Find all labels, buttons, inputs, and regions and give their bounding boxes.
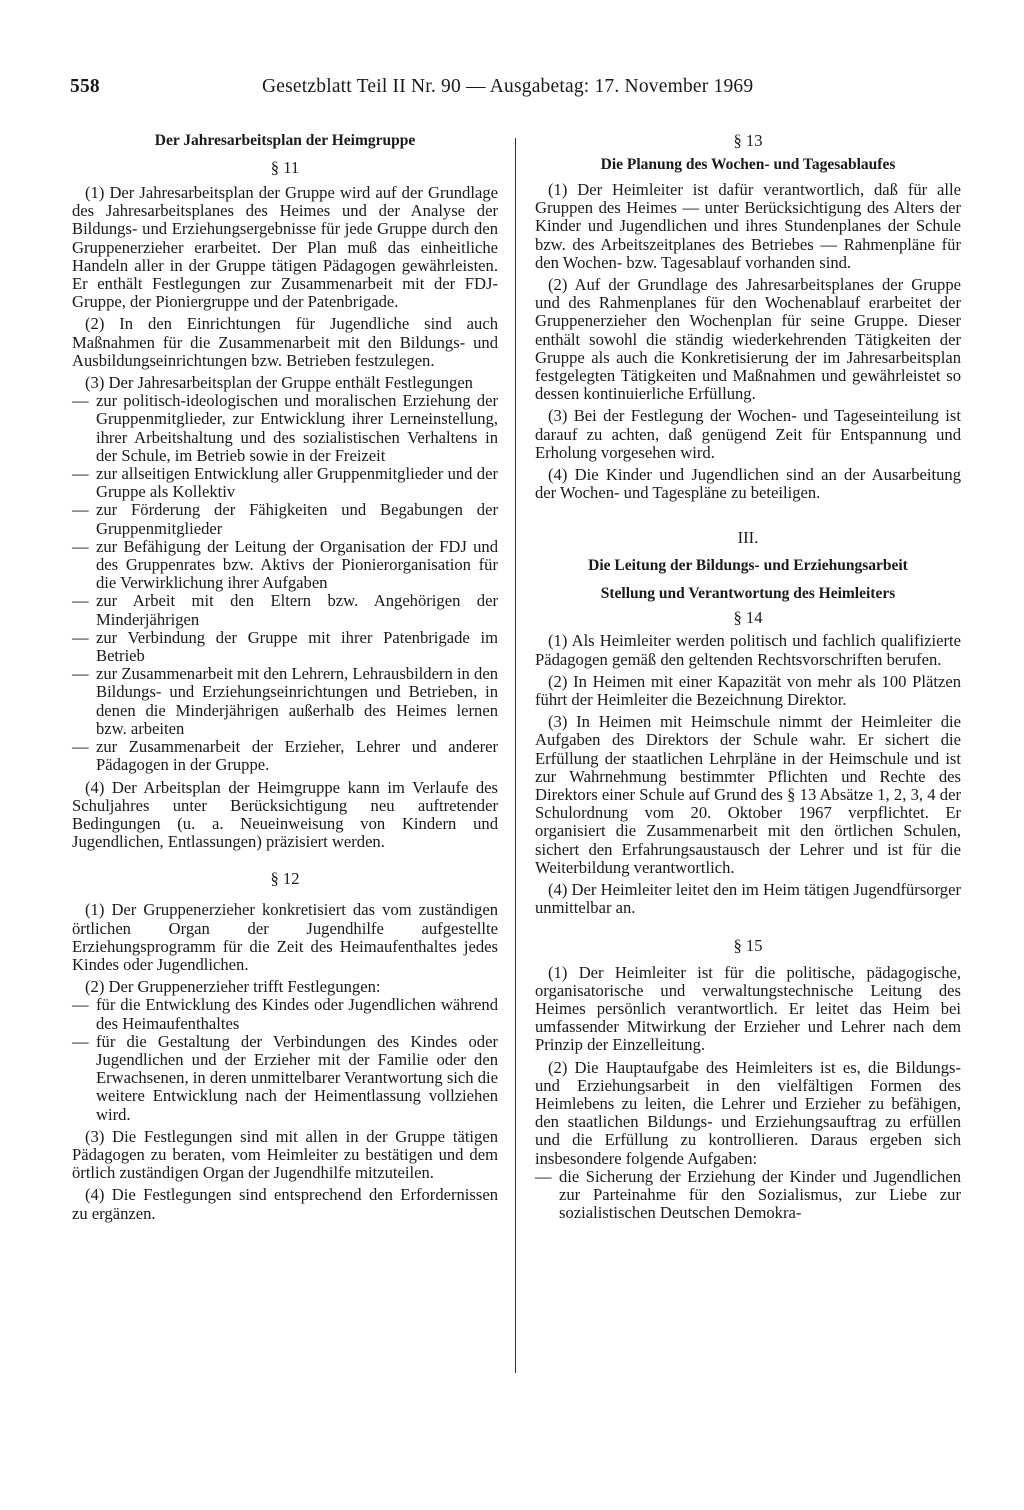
list-item: — zur allseitigen Entwicklung aller Gruppenmitglieder und der Gruppe als Kollektiv bbox=[72, 464, 498, 502]
bullet-list bbox=[72, 392, 498, 774]
list-item: — zur politisch-ideologischen und moralischen Erziehung der Gruppenmitglieder, zur Entwicklung ihrer Lerneinstellung, ihrer Arbeitshaltung und des sozialistischen Verhaltens in der Schule, im Betrieb sowie in der Freizeit bbox=[72, 391, 498, 465]
column-divider bbox=[515, 138, 516, 1373]
paragraph: (1) Der Heimleiter ist dafür verantwortlich, daß für alle Gruppen des Heimes — unter Berücksichtigung des Alters der Kinder und Jugendlichen und ihres Stundenplanes der Schule bzw. des Arbeitszeitplanes des Betriebes — Rahmenpläne für den Wochen- bzw. Tagesablauf vorhanden sind. bbox=[535, 180, 961, 272]
paragraph: (2) In den Einrichtungen für Jugendliche sind auch Maßnahmen für die Zusammenarbeit mit den Bildungs- und Ausbildungseinrichtungen bzw. Betrieben festzulegen. bbox=[72, 314, 498, 370]
page-header bbox=[70, 76, 963, 106]
section-heading: Der Jahresarbeitsplan der Heimgruppe bbox=[154, 132, 416, 149]
list-item: — die Sicherung der Erziehung der Kinder und Jugendlichen zur Parteinahme für den Sozialismus, zur Liebe zur sozialistischen Deutschen Demokra- bbox=[535, 1166, 961, 1223]
paragraph: (3) Der Jahresarbeitsplan der Gruppe enthält Festlegungen bbox=[85, 373, 473, 393]
section-number: § 13 bbox=[733, 131, 763, 150]
list-item: — zur Zusammenarbeit der Erzieher, Lehrer und anderer Pädagogen in der Gruppe. bbox=[72, 737, 498, 775]
list-item: — zur Befähigung der Leitung der Organisation der FDJ und des Gruppenrates bzw. Aktivs der Pionierorganisation für die Verwirklichung ihrer Aufgaben bbox=[72, 536, 498, 593]
list-item: — für die Entwicklung des Kindes oder Jugendlichen während des Heimaufenthaltes bbox=[72, 995, 498, 1033]
paragraph: (2) Der Gruppenerzieher trifft Festlegungen: bbox=[85, 977, 381, 997]
paragraph: (4) Der Arbeitsplan der Heimgruppe kann im Verlaufe des Schuljahres unter Berücksichtigung neu auftretender Bedingungen (u. a. Neueinweisung von Kindern und Jugendlichen, Entlassungen) präzisiert werden. bbox=[72, 777, 498, 852]
paragraph: (1) Der Jahresarbeitsplan der Gruppe wird auf der Grundlage des Jahresarbeitsplanes des Heimes und der Analyse der Bildungs- und Erziehungsergebnisse für jede Gruppe durch den Gruppenerzieher erarbeitet. Der Plan muß das einheitliche Handeln aller in der Gruppe tätigen Pädagogen gewährleisten. Er enthält Festlegungen zur Zusammenarbeit mit der FDJ-Gruppe, der Pioniergruppe und der Patenbrigade. bbox=[72, 183, 498, 312]
list-item: — zur Zusammenarbeit mit den Lehrern, Lehrausbildern in den Bildungs- und Erziehungseinrichtungen und Betrieben, in denen die Minderjährigen außerhalb des Heimes lernen bzw. arbeiten bbox=[72, 664, 498, 738]
bullet-list bbox=[72, 996, 498, 1123]
paragraph: (2) In Heimen mit einer Kapazität von mehr als 100 Plätzen führt der Heimleiter die Bezeichnung Direktor. bbox=[535, 671, 961, 710]
left-column bbox=[72, 131, 498, 1223]
paragraph: (3) Die Festlegungen sind mit allen in der Gruppe tätigen Pädagogen zu beraten, vom Heimleiter zu bestätigen und dem örtlich zuständigen Organ der Jugendhilfe mitzuteilen. bbox=[72, 1126, 498, 1183]
paragraph: (4) Die Kinder und Jugendlichen sind an der Ausarbeitung der Wochen- und Tagespläne zu beteiligen. bbox=[535, 465, 961, 503]
section-number: § 14 bbox=[733, 608, 763, 628]
paragraph: (4) Der Heimleiter leitet den im Heim tätigen Jugendfürsorger unmittelbar an. bbox=[535, 880, 961, 918]
list-item: — zur Förderung der Fähigkeiten und Begabungen der Gruppenmitglieder bbox=[72, 500, 498, 538]
section-number: § 12 bbox=[270, 869, 300, 889]
list-item: — für die Gestaltung der Verbindungen des Kindes oder Jugendlichen und der Erzieher mit der Familie oder den Erwachsenen, in deren unmittelbarer Verantwortung sich die weitere Entwicklung nach der Heimentlassung vollziehen wird. bbox=[72, 1031, 498, 1124]
paragraph: (1) Der Gruppenerzieher konkretisiert das vom zuständigen örtlichen Organ der Jugendhilfe aufgestellte Erziehungsprogramm für die Zeit des Heimaufenthaltes jedes Kindes oder Jugendlichen. bbox=[72, 900, 498, 974]
paragraph: (4) Die Festlegungen sind entsprechend den Erfordernissen zu ergänzen. bbox=[72, 1185, 498, 1223]
header-title: Gesetzblatt Teil II Nr. 90 — Ausgabetag: 17. November 1969 bbox=[262, 76, 754, 97]
part-number: III. bbox=[737, 528, 759, 548]
subheading: Stellung und Verantwortung des Heimleiters bbox=[600, 585, 896, 603]
page-number: 558 bbox=[70, 76, 100, 97]
list-item: — zur Verbindung der Gruppe mit ihrer Patenbrigade im Betrieb bbox=[72, 627, 498, 666]
paragraph: (3) Bei der Festlegung der Wochen- und Tageseinteilung ist darauf zu achten, daß genügend Zeit für Entspannung und Erholung vorgesehen wird. bbox=[535, 406, 961, 462]
paragraph: (1) Als Heimleiter werden politisch und fachlich qualifizierte Pädagogen gemäß den geltenden Rechtsvorschriften berufen. bbox=[535, 631, 961, 669]
bullet-list bbox=[535, 1168, 961, 1223]
part-heading: Die Leitung der Bildungs- und Erziehungsarbeit bbox=[588, 557, 908, 575]
section-number: § 11 bbox=[270, 158, 300, 177]
paragraph: (2) Auf der Grundlage des Jahresarbeitsplanes der Gruppe und des Rahmenplanes für den Wochenablauf erarbeitet der Gruppenerzieher den Wochenplan für seine Gruppe. Dieser enthält sowohl die ständig wiederkehrenden Tätigkeiten der Gruppe als auch die Konkretisierung der im Jahresarbeitsplan festgelegten Tätigkeiten und Maßnahmen und gewährleistet so dessen kontinuierliche Erfüllung. bbox=[535, 275, 961, 404]
section-number: § 15 bbox=[733, 935, 763, 955]
paragraph: (1) Der Heimleiter ist für die politische, pädagogische, organisatorische und verwaltungstechnische Leitung des Heimes persönlich verantwortlich. Er leitet das Heim bei umfassender Mitwirkung der Erzieher und Lehrer nach dem Prinzip der Einzelleitung. bbox=[535, 962, 961, 1055]
right-column bbox=[535, 131, 961, 1222]
paragraph: (3) In Heimen mit Heimschule nimmt der Heimleiter die Aufgaben des Direktors der Schule wahr. Er sichert die Erfüllung der staatlichen Lehrpläne in der Heimschule und ist zur Wahrnehmung bestimmter Pflichten und Rechte des Direktors einer Schule auf Grund des § 13 Absätze 1, 2, 3, 4 der Schulordnung vom 20. Oktober 1967 verpflichtet. Er organisiert die Zusammenarbeit mit den örtlichen Schulen, sichert den Erfahrungsaustausch der Lehrer und ist für die Weiterbildung verantwortlich. bbox=[535, 712, 961, 877]
list-item: — zur Arbeit mit den Eltern bzw. Angehörigen der Minderjährigen bbox=[72, 591, 498, 629]
section-heading: Die Planung des Wochen- und Tagesablaufes bbox=[600, 156, 896, 173]
paragraph: (2) Die Hauptaufgabe des Heimleiters ist es, die Bildungs- und Erziehungsarbeit in den vielfältigen Formen des Heimlebens zu leiten, die Lehrer und Erzieher zu befähigen, den staatlichen Bildungs- und Erziehungsauftrag zu erfüllen und die Erfüllung zu kontrollieren. Daraus ergeben sich insbesondere folgende Aufgaben: bbox=[535, 1057, 961, 1168]
